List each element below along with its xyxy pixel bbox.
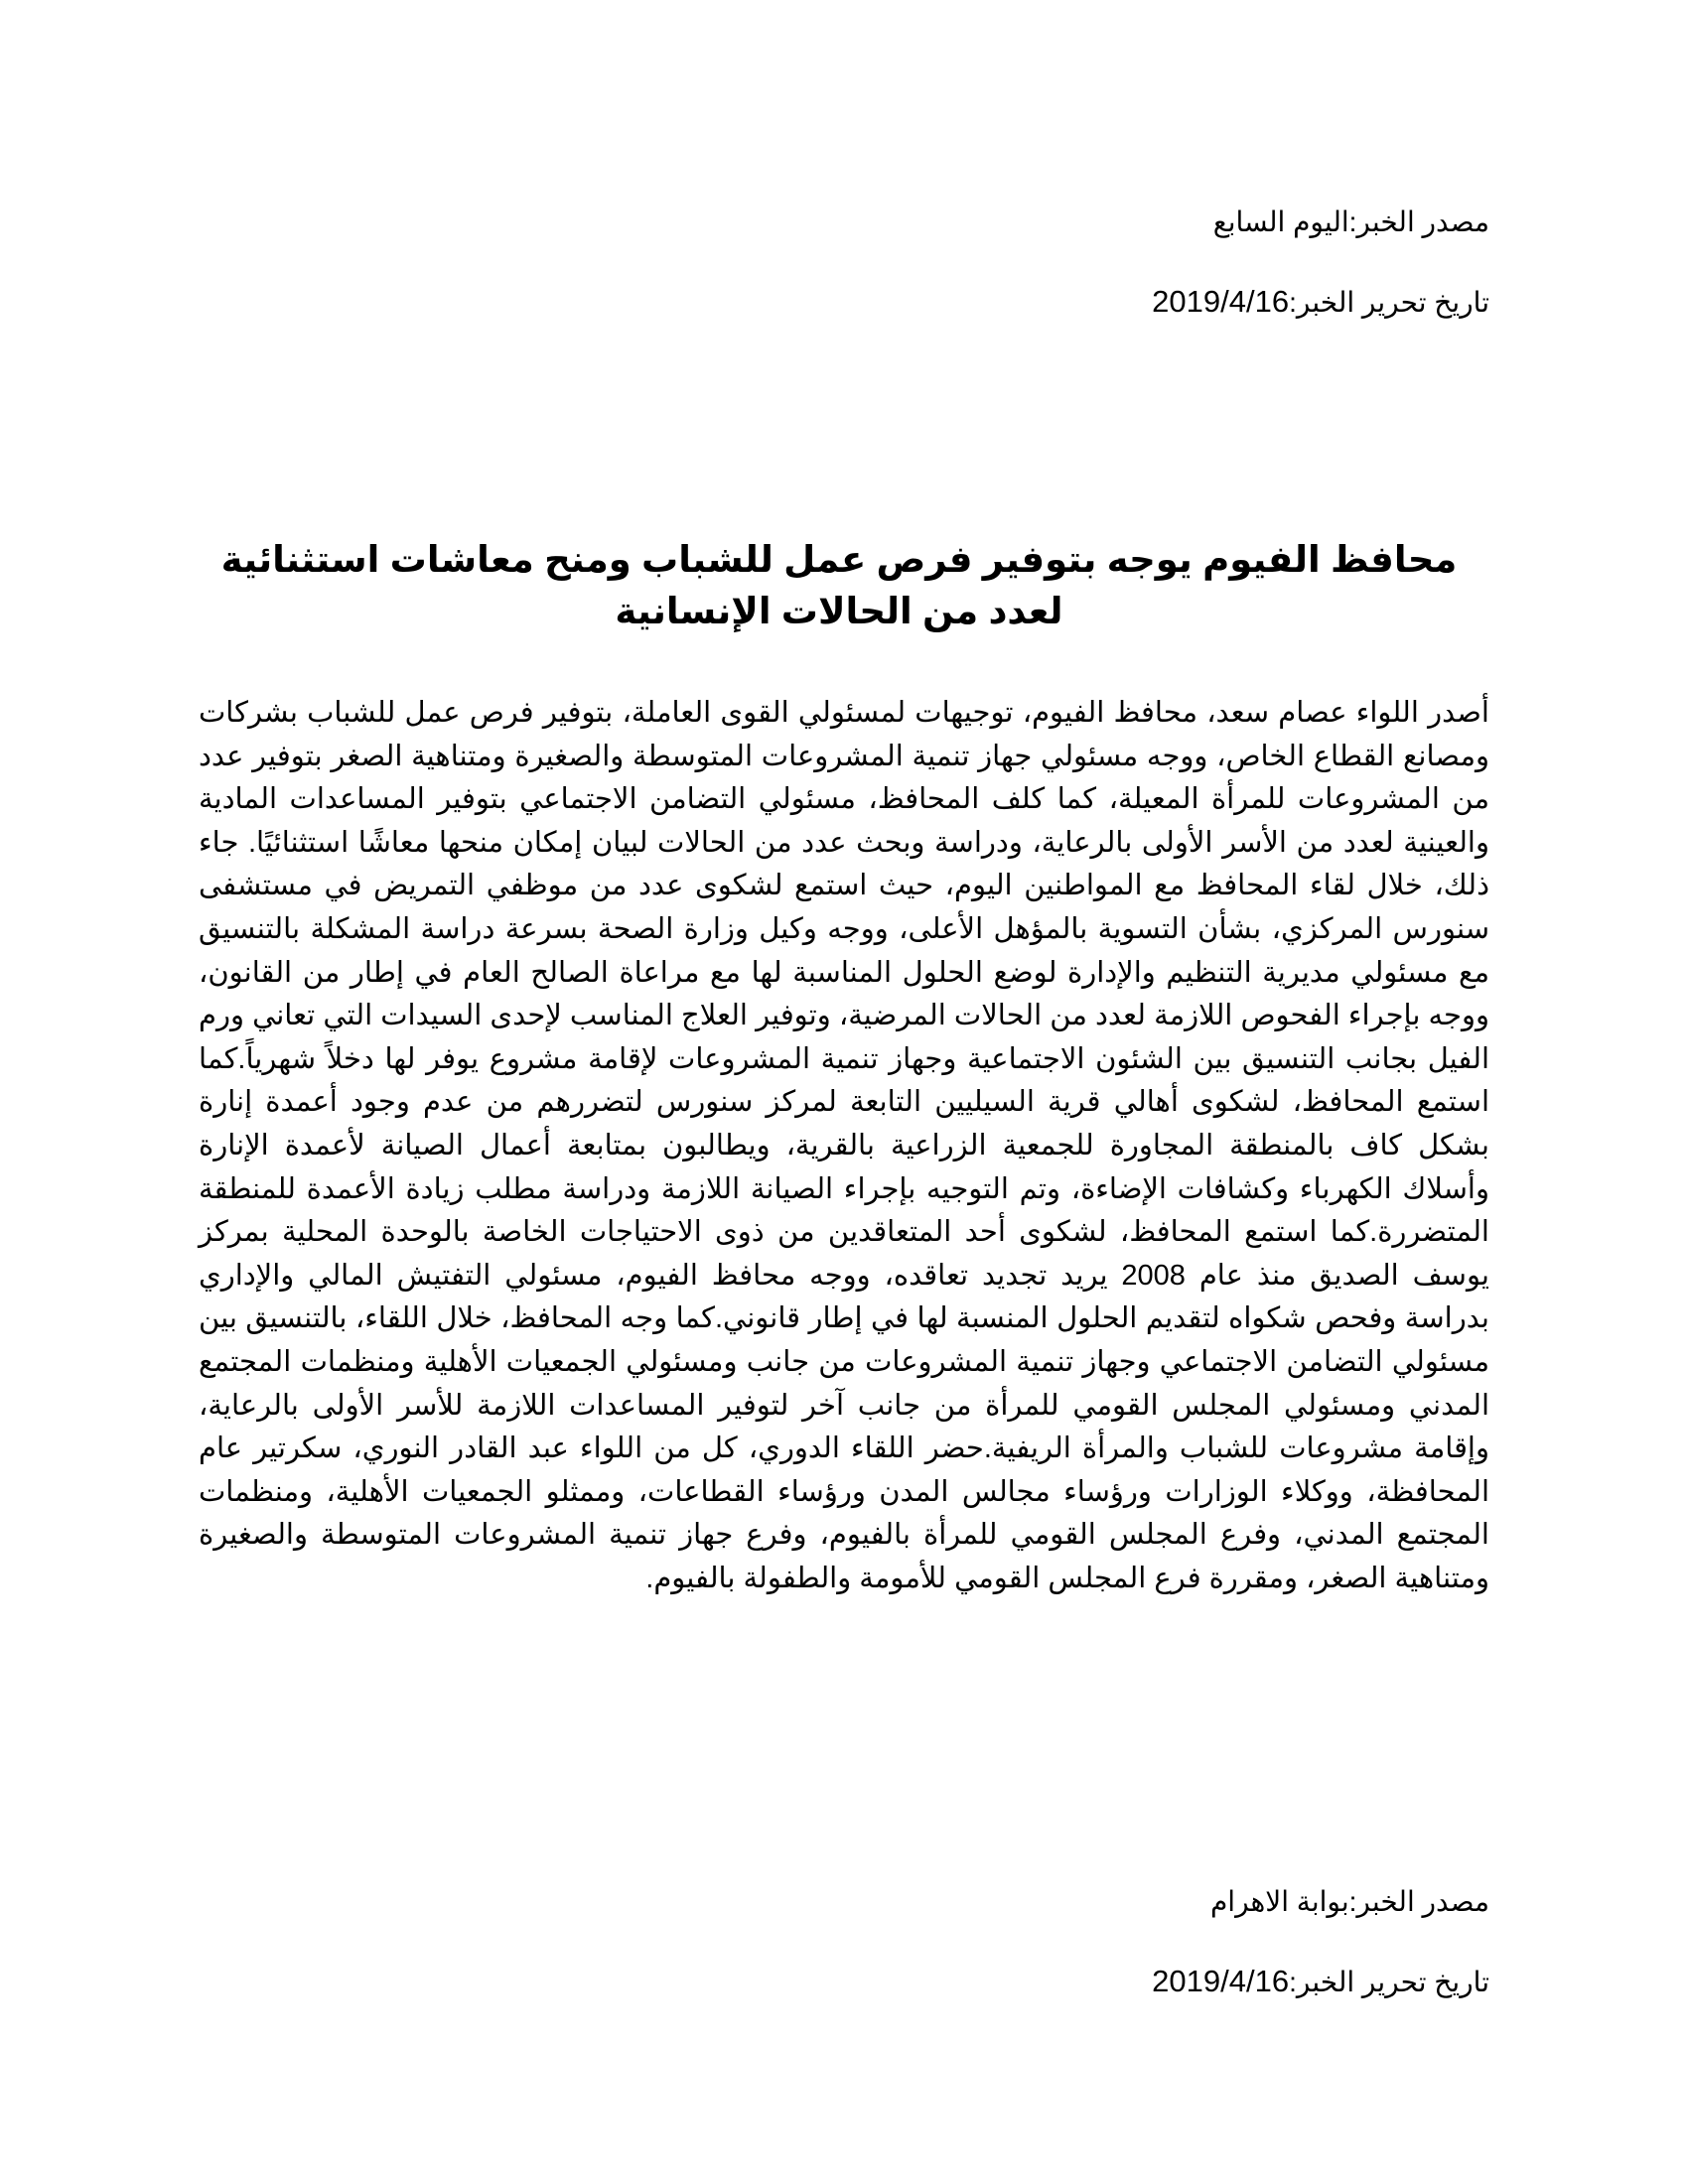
edit-date-label: تاريخ تحرير الخبر: xyxy=(1289,287,1489,318)
edit-date-value: 2019/4/16 xyxy=(1152,284,1290,319)
edit-date-line xyxy=(199,284,1489,321)
footer-date-value: 2019/4/16 xyxy=(1152,1964,1290,1998)
article-body: أصدر اللواء عصام سعد، محافظ الفيوم، توجيهات لمسئولي القوى العاملة، بتوفير فرص عمل للشباب بشركات ومصانع القطاع الخاص، ووجه مسئولي جهاز تنمية المشروعات المتوسطة والصغيرة ومتناهية الصغر بتوفير عدد من المشروعات للمرأة المعيلة، كما كلف المحافظ، مسئولي التضامن الاجتماعي بتوفير المساعدات المادية والعينية لعدد من الأسر الأولى بالرعاية، ودراسة وبحث عدد من الحالات لبيان إمكان منحها معاشًا استثنائيًا. جاء ذلك، خلال لقاء المحافظ مع المواطنين اليوم، حيث استمع لشكوى عدد من موظفي التمريض في مستشفى سنورس المركزي، بشأن التسوية بالمؤهل الأعلى، ووجه وكيل وزارة الصحة بسرعة دراسة المشكلة بالتنسيق مع مسئولي مديرية التنظيم والإدارة لوضع الحلول المناسبة لها مع مراعاة الصالح العام في إطار من القانون، ووجه بإجراء الفحوص اللازمة لعدد من الحالات المرضية، وتوفير العلاج المناسب لإحدى السيدات التي تعاني ورم الفيل بجانب التنسيق بين الشئون الاجتماعية وجهاز تنمية المشروعات لإقامة مشروع يوفر لها دخلاً شهرياً.كما استمع المحافظ، لشكوى أهالي قرية السيليين التابعة لمركز سنورس لتضررهم من عدم وجود أعمدة إنارة بشكل كاف بالمنطقة المجاورة للجمعية الزراعية بالقرية، ويطالبون بمتابعة أعمال الصيانة لأعمدة الإنارة وأسلاك الكهرباء وكشافات الإضاءة، وتم التوجيه بإجراء الصيانة اللازمة ودراسة مطلب زيادة الأعمدة للمنطقة المتضررة.كما استمع المحافظ، لشكوى أحد المتعاقدين من ذوى الاحتياجات الخاصة بالوحدة المحلية بمركز يوسف الصديق منذ عام 2008 يريد تجديد تعاقده، ووجه محافظ الفيوم، مسئولي التفتيش المالي والإداري بدراسة وفحص شكواه لتقديم الحلول المنسبة لها في إطار قانوني.كما وجه المحافظ، خلال اللقاء، بالتنسيق بين مسئولي التضامن الاجتماعي وجهاز تنمية المشروعات من جانب ومسئولي الجمعيات الأهلية ومنظمات المجتمع المدني ومسئولي المجلس القومي للمرأة من جانب آخر لتوفير المساعدات اللازمة للأسر الأولى بالرعاية، وإقامة مشروعات للشباب والمرأة الريفية.حضر اللقاء الدوري، كل من اللواء عبد القادر النوري، سكرتير عام المحافظة، ووكلاء الوزارات ورؤساء مجالس المدن ورؤساء القطاعات، وممثلو الجمعيات الأهلية، ومنظمات المجتمع المدني، وفرع المجلس القومي للمرأة بالفيوم، وفرع جهاز تنمية المشروعات المتوسطة والصغيرة ومتناهية الصغر، ومقررة فرع المجلس القومي للأمومة والطفولة بالفيوم. xyxy=(199,697,1489,1594)
footer-source-value: بوابة الاهرام xyxy=(1209,1886,1349,1917)
footer-source-label: مصدر الخبر: xyxy=(1348,1886,1489,1917)
article-title: محافظ الفيوم يوجه بتوفير فرص عمل للشباب ومنح معاشات استثنائية لعدد من الحالات الإنسانية xyxy=(220,539,1458,631)
news-source-line xyxy=(199,205,1489,240)
news-source-value: اليوم السابع xyxy=(1212,206,1349,237)
news-source-label: مصدر الخبر: xyxy=(1348,206,1489,237)
footer-source-line xyxy=(199,1884,1489,1920)
footer-date-line xyxy=(199,1964,1489,2000)
footer-date-label: تاريخ تحرير الخبر: xyxy=(1289,1967,1489,1997)
